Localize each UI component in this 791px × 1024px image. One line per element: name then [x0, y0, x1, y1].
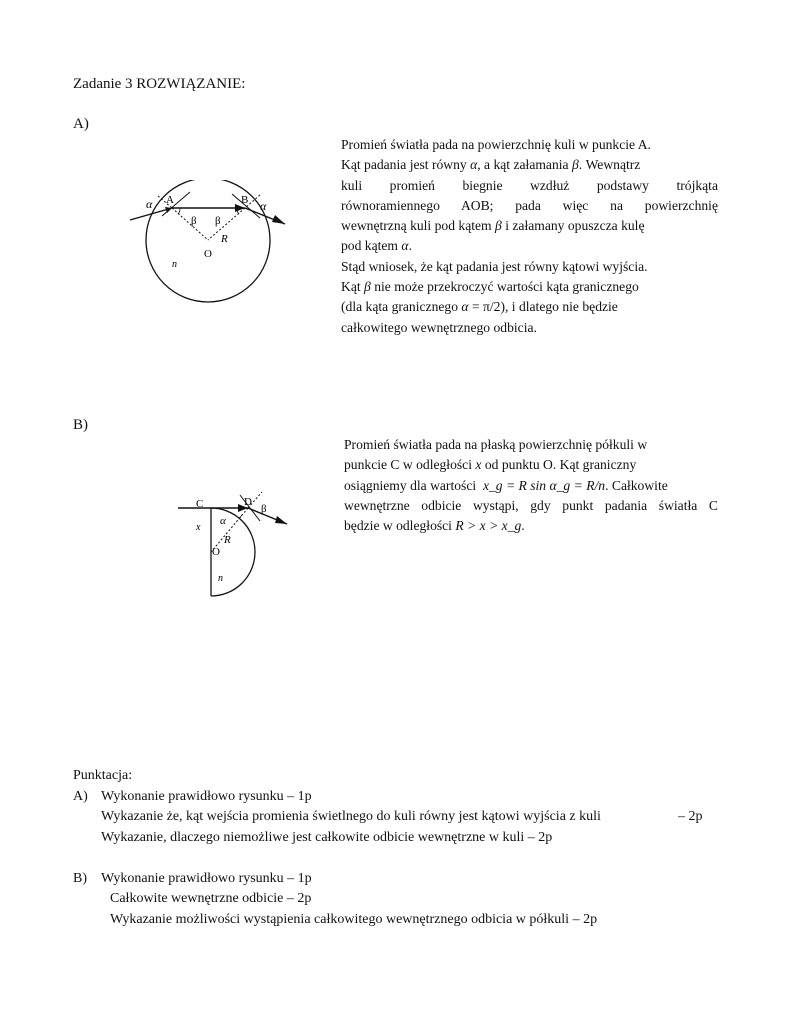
fig-b-alpha: α	[220, 515, 226, 527]
scoring-a-item: Wykazanie, dlaczego niemożliwe jest całkowite odbicie wewnętrzne w kuli – 2p	[101, 829, 553, 845]
part-b-explanation: Promień światła pada na płaską powierzchnię półkuli w punkcie C w odległości x od punktu O. Kąt graniczny osiągniemy dla wartości x_g = R sin α_g = R/n. Całkowite wewnętrzne odbicie wystąpi, gdy punkt padania światła C będzie w odległości R > x > x_g.	[344, 437, 718, 534]
scoring-section	[73, 766, 703, 930]
radius-oa	[172, 208, 208, 240]
fig-b-label-o: O	[212, 546, 220, 558]
scoring-title: Punktacja:	[73, 768, 133, 783]
fig-b-label-n: n	[218, 573, 223, 584]
sphere-diagram	[120, 180, 295, 310]
fig-b-label-d: D	[244, 496, 252, 508]
section-a-label: A)	[73, 116, 89, 132]
fig-b-label-r: R	[224, 534, 231, 546]
condition-inequality: R > x > x_g	[455, 518, 522, 534]
scoring-a-label: A)	[73, 788, 88, 804]
fig-a-label-n: n	[172, 259, 177, 270]
hemisphere-diagram	[170, 488, 295, 600]
fig-a-alpha-right: α	[260, 199, 267, 213]
fig-a-label-o: O	[204, 248, 212, 260]
fig-b-label-x: x	[196, 522, 201, 533]
scoring-a-item2-points: – 2p	[678, 809, 703, 824]
fig-a-label-b: B	[241, 194, 249, 206]
fig-a-beta-right: β	[215, 215, 221, 227]
fig-b-beta: β	[261, 503, 267, 515]
fig-a-label-a: A	[166, 194, 174, 206]
scoring-a-item: Wykonanie prawidłowo rysunku – 1p	[101, 788, 312, 804]
part-a-explanation: Promień światła pada na powierzchnię kuli w punkcie A. Kąt padania jest równy α, a kąt załamania β. Wewnątrz kuli promień biegnie wzdłuż podstawy trójkąta równoramiennego AOB; pada więc na powierzchnię wewnętrzną kuli pod kątem β i załamany opuszcza kulę pod kątem α. Stąd wniosek, że kąt padania jest równy kątowi wyjścia. Kąt β nie może przekroczyć wartości kąta granicznego (dla kąta granicznego α = π/2), i dlatego nie będzie całkowitego wewnętrznego odbicia.	[341, 137, 718, 335]
page-title: Zadanie 3 ROZWIĄZANIE:	[73, 76, 246, 92]
limit-formula: x_g = R sin α_g = R/n	[482, 477, 606, 493]
fig-a-label-r: R	[221, 233, 228, 245]
scoring-b-item: Wykonanie prawidłowo rysunku – 1p	[101, 870, 312, 886]
sphere-outline	[146, 180, 270, 302]
scoring-b-item: Całkowite wewnętrzne odbicie – 2p	[110, 891, 312, 906]
scoring-a-item: Wykazanie że, kąt wejścia promienia świetlnego do kuli równy jest kątowi wyjścia z kuli	[101, 809, 601, 824]
section-b-label: B)	[73, 417, 88, 433]
fig-a-beta-left: β	[191, 215, 197, 227]
scoring-b-item: Wykazanie możliwości wystąpienia całkowitego wewnętrznego odbicia w półkuli – 2p	[110, 911, 598, 927]
fig-b-label-c: C	[196, 498, 204, 510]
fig-a-alpha-left: α	[146, 197, 153, 211]
scoring-b-label: B)	[73, 870, 87, 886]
